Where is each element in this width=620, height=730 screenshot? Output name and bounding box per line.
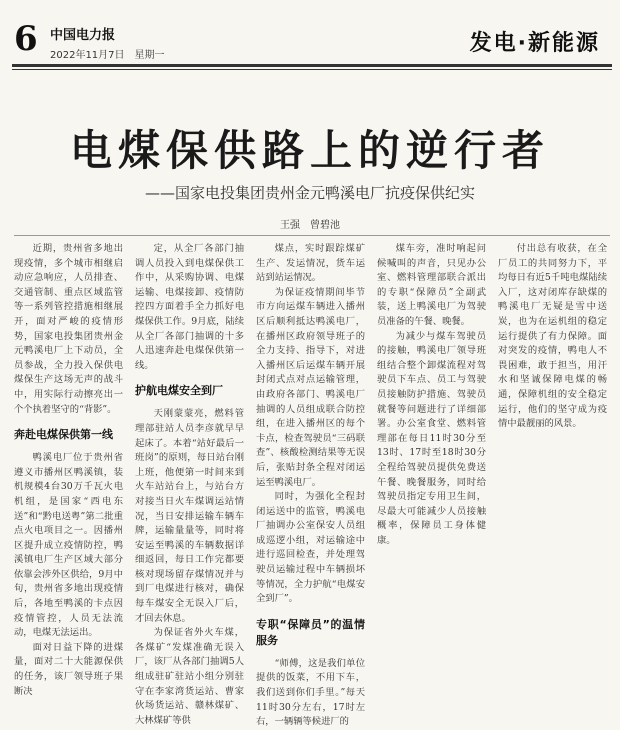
paragraph: 为保证省外火车煤，各煤矿“发煤准确无误入厂，该厂从各部门抽调5人组成驻矿驻站小组分别驻守在李家湾货运站、曹家伙场货运站、赣林煤矿、大林煤矿等供 bbox=[135, 627, 244, 726]
byline-divider bbox=[14, 235, 610, 236]
column-1 bbox=[14, 242, 123, 697]
paragraph: 为保证疫情期间毕节市方向运煤车辆进入播州区后顺利抵达鸭溪电厂，在播州区政府领导班子的全力支持、指导下，对进入播州区后运煤车辆开展封闭式点对点运输管理，由政府各部门、鸭溪电厂抽调的人员组成联合防控组，在进入播州区的每个卡点，检查驾驶员“三码联查”、核酸检测结果等无误后，张贴封条全程对闭运运至鸭溪电厂。 bbox=[256, 286, 365, 488]
article-headline: 电煤保供路上的逆行者 bbox=[69, 126, 550, 175]
paragraph: 近期，贵州省多地出现疫情，多个城市相继启动应急响应，人员排查、交通管制、重点区域监管等一系列管控措施相继展开，面对严峻的疫情形势，国家电投集团贵州金元鸭溪电厂上下动员，全员参战，全力投入保供电煤保生产这场无声的战斗中，用实际行动擦亮出一个个执着坚守的“背影”。 bbox=[14, 243, 123, 415]
paragraph: “师傅，这是我们单位提供的饭菜，不用下车，我们送到你们手里。”每天11时30分左右，17时左右，一辆辆等候进厂的 bbox=[256, 657, 365, 728]
paragraph: 定，从全厂各部门抽调人员投入到电煤保供工作中，从采购协调、电煤运输、电煤接卸、疫情防控四方面着手全力抓好电煤保供工作。9月底，陆续从全厂各部门抽调的十多人迅速奔赴电煤保供第一线。 bbox=[135, 243, 244, 371]
masthead bbox=[0, 0, 620, 66]
paragraph: 天刚蒙蒙亮，燃料管理部驻站人员李彦就早早起床了。本着“站好最后一班岗”的原则，每日站台刚上班，他便第一时间来到火车站站台上，与站台方对接当日火车煤调运站情况，当日安排运输车辆车牌，运输量量等，同时将安运至鸭溪的车辆数据详细返回，每日工作完都要核对现场留存煤情况并与到厂电煤进行核对，确保每车煤安全无误入厂后，才回去休息。 bbox=[135, 408, 244, 624]
section-heading: 奔赴电煤保供第一线 bbox=[14, 428, 113, 442]
paragraph: 付出总有收获，在全厂员工的共同努力下，平均每日有近5千吨电煤陆续入厂，这对闭库存缺煤的鸭溪电厂无疑是雪中送炭，也为在运机组的稳定运行提供了有力保障。面对突发的疫情，鸭电人不畏困难，敢于担当，用汗水和坚诚保障电煤的畅通，保障机组的安全稳定运行，他们的坚守成为疫情中最靓丽的风景。 bbox=[498, 243, 607, 430]
column-5 bbox=[498, 242, 607, 538]
page-number: 6 bbox=[14, 19, 38, 59]
paragraph: 鸭溪电厂位于贵州省遵义市播州区鸭溪镇，装机规模4台30万千瓦火电机组，是国家“西电东送”和“黔电送粤”第二批重点火电项目之一。因播州区提升成立疫情防控，鸭溪镇电厂生产区域大部分依靠会涉外区供给，9月中旬，贵州省多地出现疫情后，各地至鸭溪的卡点因疫情管控，人员无法流动，电煤无法运出。 bbox=[14, 452, 123, 639]
section-heading: 专职“保障员”的温情服务 bbox=[256, 617, 365, 647]
paragraph: 煤点，实时跟踪煤矿生产、发运情况，货车运站到站运情况。 bbox=[256, 243, 365, 284]
paragraph: 为减少与煤车驾驶员的接触，鸭溪电厂领导班组结合整个卸煤流程对驾驶员下车点、员工与驾驶员接触防护措施、驾驶员就餐等问题进行了详细部署。办公室食堂、燃料管理部在每日11时30分至13时、17时至18时30分全程给驾驶员提供免费送午餐、晚餐服务，同时给驾驶员指定专用卫生间，尽最大可能减少人员接触概率，保障员工身体健康。 bbox=[377, 330, 486, 546]
column-2 bbox=[135, 242, 244, 726]
paragraph: 煤车旁，准时响起问候喊叫的声音，只见办公室、燃料管理部联合派出的专职“保障员”全副武装，送上鸭溪电厂为驾驶员准备的午餐、晚餐。 bbox=[377, 243, 486, 327]
section-title: 发电·新能源 bbox=[469, 31, 600, 56]
article-subtitle: ——国家电投集团贵州金元鸭溪电厂抗疫保供纪实 bbox=[144, 184, 475, 202]
column-3 bbox=[256, 242, 365, 728]
article-byline: 王强 曾碧池 bbox=[280, 220, 340, 231]
section-heading: 护航电煤安全到厂 bbox=[135, 384, 223, 398]
paragraph: 面对日益下降的进煤量，面对二十大能源保供的任务，该厂领导班子果断决 bbox=[14, 641, 123, 697]
paragraph: 同时，为强化全程封闭运送中的监管，鸭溪电厂抽调办公室保安人员组成巡逻小组，对运输途中进行巡回检查，并处理驾驶员运输过程中车辆损坏等情况，全力护航“电煤安全到厂”。 bbox=[256, 491, 365, 605]
issue-date: 2022年11月7日 星期一 bbox=[50, 50, 165, 61]
column-4 bbox=[377, 242, 486, 546]
masthead-rule-thin bbox=[12, 69, 612, 70]
newspaper-name: 中国电力报 bbox=[50, 28, 116, 43]
masthead-rule-thick bbox=[12, 64, 612, 67]
